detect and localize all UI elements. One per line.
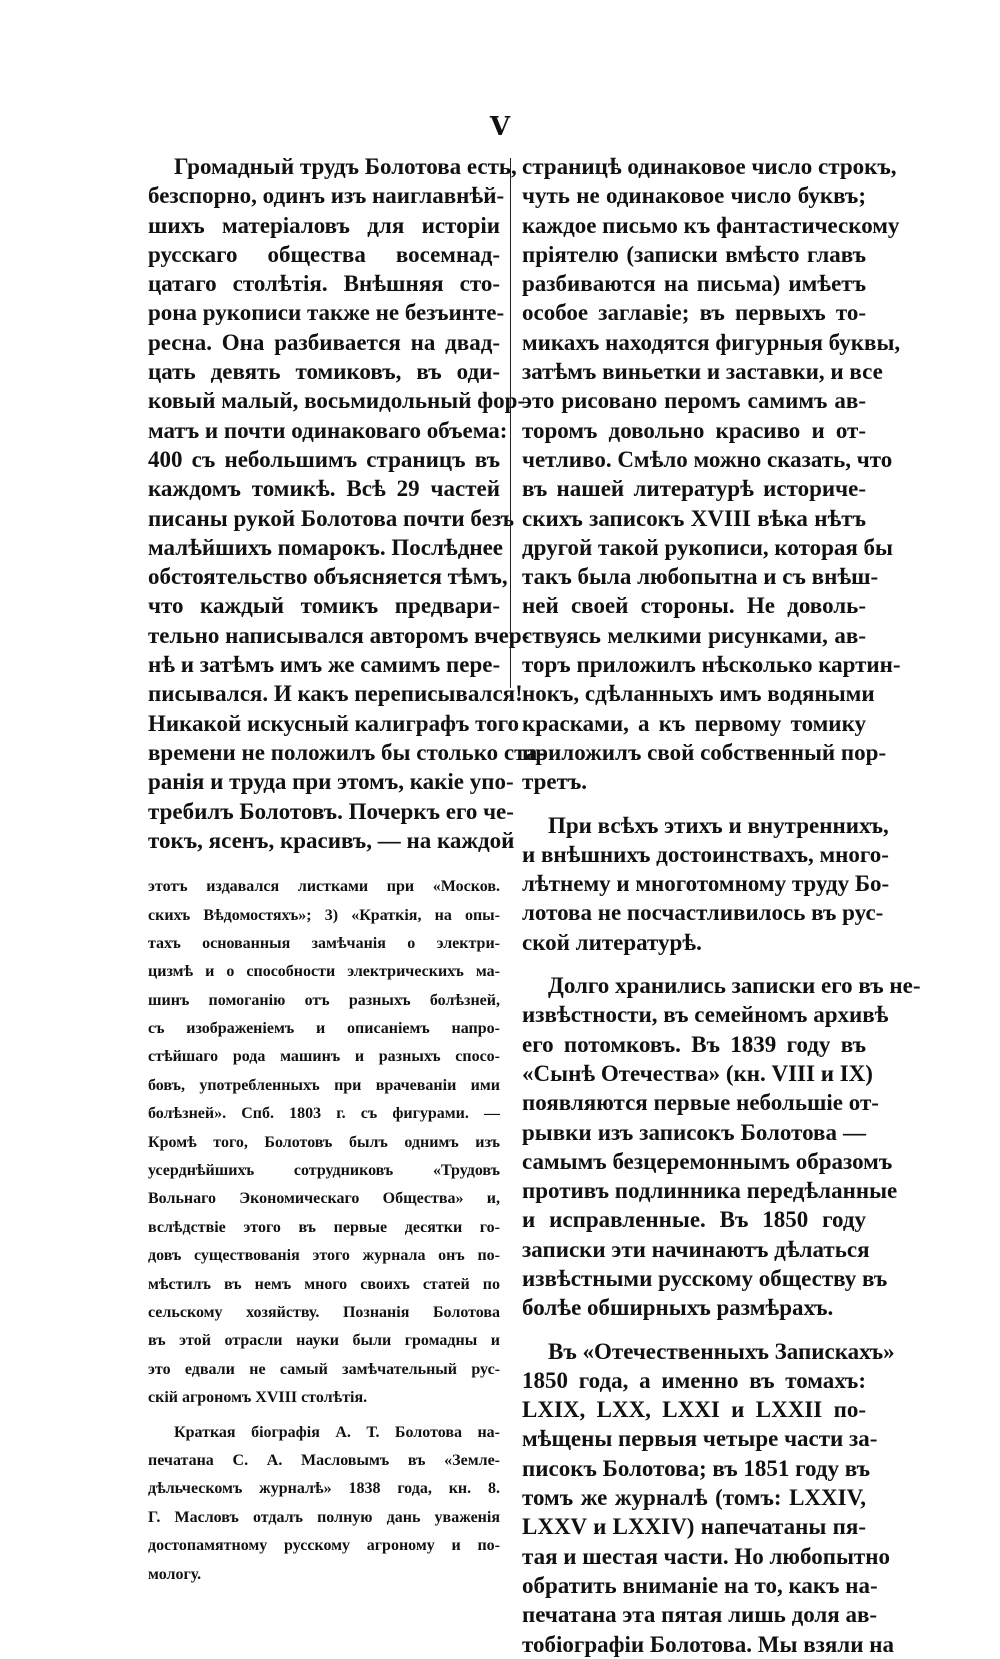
page-number: V xyxy=(489,112,511,142)
footnote-line: шинъ помоганію отъ разныхъ болѣзней, xyxy=(148,991,500,1009)
text-line: торомъ довольно красиво и от- xyxy=(522,417,866,443)
text-line: «Сынѣ Отечества» (кн. VIII и IX) xyxy=(522,1060,873,1086)
text-line: извѣстности, въ семейномъ архивѣ xyxy=(522,1002,889,1028)
text-line: Громадный трудъ Болотова есть, xyxy=(174,154,517,179)
text-line: лѣтнему и многотомному труду Бо- xyxy=(522,871,890,897)
footnote-line: бовъ, употребленныхъ при врачеваніи ими xyxy=(148,1076,500,1094)
footnote-line: скихъ Вѣдомостяхъ»; 3) «Краткія, на опы- xyxy=(148,906,500,924)
text-line: нокъ, сдѣланныхъ имъ водяными xyxy=(522,681,875,707)
footnote-line: Г. Масловъ отдалъ полную дань уваженія xyxy=(148,1508,500,1526)
text-line: рона рукописи также не безъинте- xyxy=(148,300,505,326)
text-line: тобіографіи Болотова. Мы взяли на xyxy=(522,1631,894,1657)
text-line: каждое письмо къ фантастическому xyxy=(522,212,900,238)
footnote-line: тахъ основанныя замѣчанія о электри- xyxy=(148,934,500,952)
text-line: и внѣшнихъ достоинствахъ, много- xyxy=(522,841,889,867)
footnote-line: съ изображеніемъ и описаніемъ напро- xyxy=(148,1020,500,1038)
text-line: мѣщены первыя четыре части за- xyxy=(522,1426,878,1452)
text-line: ковый малый, восьмидольный фор- xyxy=(148,388,526,414)
text-line: красками, а къ первому томику xyxy=(522,710,866,736)
text-line: въ нашей литературѣ историче- xyxy=(522,476,866,502)
text-line: приложилъ свой собственный пор- xyxy=(522,739,887,765)
paragraph xyxy=(522,152,901,797)
text-line: извѣстными русскому обществу въ xyxy=(522,1265,888,1291)
text-line: обратить вниманіе на то, какъ на- xyxy=(522,1572,878,1598)
footnote-line: Вольнаго Экономическаго Общества» и, xyxy=(148,1190,500,1208)
text-line: русскаго общества восемнад- xyxy=(148,241,500,267)
text-line: цать девять томиковъ, въ оди- xyxy=(148,359,500,385)
right-column xyxy=(522,152,921,1659)
text-line: ресна. Она разбивается на двад- xyxy=(148,329,500,355)
footnote-line: довъ существованія этого журнала онъ по- xyxy=(148,1247,500,1265)
text-line: болѣе обширныхъ размѣрахъ. xyxy=(522,1295,834,1321)
footnote-line: дѣльческомъ журналѣ» 1838 года, кн. 8. xyxy=(148,1480,500,1498)
text-line: что каждый томикъ предвари- xyxy=(148,593,500,619)
footnote-line: скій агрономъ XVIII столѣтія. xyxy=(148,1389,368,1407)
text-line: писокъ Болотова; въ 1851 году въ xyxy=(522,1455,870,1481)
text-line: рывки изъ записокъ Болотова — xyxy=(522,1119,866,1145)
text-line: тельно написывался авторомъ вчер- xyxy=(148,622,530,648)
footnote-line: Краткая біографія А. Т. Болотова на- xyxy=(174,1423,500,1441)
footnote-line: вслѣдствіе этого въ первые десятки го- xyxy=(148,1218,500,1236)
text-line: пріятелю (записки вмѣсто главъ xyxy=(522,241,866,267)
text-line: времени не положилъ бы столько ста- xyxy=(148,739,545,765)
text-line: обстоятельство объясняется тѣмъ, xyxy=(148,564,508,590)
footnote-line: усерднѣйшихъ сотрудниковъ «Трудовъ xyxy=(148,1162,500,1180)
text-line: его потомковъ. Въ 1839 году въ xyxy=(522,1031,866,1057)
text-line: лотова не посчастливилось въ рус- xyxy=(522,900,884,926)
text-line: безспорно, одинъ изъ наиглавнѣй- xyxy=(148,183,505,209)
footnote-line: сельскому хозяйству. Познанія Болотова xyxy=(148,1303,500,1321)
footnote-line: мологу. xyxy=(148,1565,202,1583)
text-line: появляются первые небольшіе от- xyxy=(522,1090,879,1116)
text-line: страницѣ одинаковое число строкъ, xyxy=(522,154,897,179)
text-line: печатана эта пятая лишь доля ав- xyxy=(522,1602,878,1628)
footnote-line: мѣстилъ въ немъ много своихъ статей по xyxy=(148,1275,500,1293)
footnote-line: печатана С. А. Масловымъ въ «Земле- xyxy=(148,1451,500,1469)
text-line: 400 съ небольшимъ страницъ въ xyxy=(148,446,500,472)
footnote-line: это едвали не самый замѣчательный рус- xyxy=(148,1360,500,1378)
text-line: самымъ безцеремоннымъ образомъ xyxy=(522,1148,893,1174)
footnote-line: стѣйшаго рода машинъ и разныхъ спосо- xyxy=(148,1048,500,1066)
footnote-line: достопамятному русскому агроному и по- xyxy=(148,1537,500,1555)
text-line: матъ и почти одинаковаго объема: xyxy=(148,417,508,443)
text-line: чуть не одинаковое число буквъ; xyxy=(522,183,866,209)
left-column xyxy=(148,152,545,1589)
text-line: противъ подлинника передѣланные xyxy=(522,1178,898,1204)
text-line: и исправленные. Въ 1850 году xyxy=(522,1207,866,1233)
text-line: Долго хранились записки его въ не- xyxy=(548,973,921,999)
text-line: токъ, ясенъ, красивъ, — на каждой xyxy=(148,827,515,853)
text-line: разбиваются на письма) имѣетъ xyxy=(522,271,866,297)
text-line: особое заглавіе; въ первыхъ то- xyxy=(522,300,866,326)
text-line: ней своей стороны. Не доволь- xyxy=(522,593,866,619)
text-line: ской литературѣ. xyxy=(522,929,702,955)
footnote-line: цизмѣ и о способности электрическихъ ма- xyxy=(148,963,500,981)
text-line: малѣйшихъ помарокъ. Послѣднее xyxy=(148,534,504,560)
text-line: При всѣхъ этихъ и внутреннихъ, xyxy=(548,812,889,838)
text-line: Въ «Отечественныхъ Запискахъ» xyxy=(548,1338,895,1364)
text-line: цатаго столѣтія. Внѣшняя сто- xyxy=(148,271,500,297)
footnote-line: этотъ издавался листками при «Москов. xyxy=(148,878,500,896)
footnote-line: Кромѣ того, Болотовъ былъ однимъ изъ xyxy=(148,1133,500,1151)
text-line: тая и шестая части. Но любопытно xyxy=(522,1543,890,1569)
text-line: писывался. И какъ переписывался! xyxy=(148,681,523,707)
text-line: каждомъ томикѣ. Всѣ 29 частей xyxy=(148,476,500,502)
text-line: LXXV и LXXIV) напечатаны пя- xyxy=(522,1514,866,1540)
text-line: требилъ Болотовъ. Почеркъ его че- xyxy=(148,798,514,824)
text-line: LXIX, LXX, LXXI и LXXII по- xyxy=(522,1397,866,1423)
text-line: писаны рукой Болотова почти безъ xyxy=(148,505,515,531)
column-divider xyxy=(510,158,511,688)
text-line: нѣ и затѣмъ имъ же самимъ пере- xyxy=(148,652,501,678)
footnote xyxy=(148,873,500,1589)
text-line: это рисовано перомъ самимъ ав- xyxy=(522,388,866,414)
text-line: затѣмъ виньетки и заставки, и все xyxy=(522,359,883,385)
text-line: микахъ находятся фигурныя буквы, xyxy=(522,329,901,355)
paragraph xyxy=(522,811,890,957)
text-line: 1850 года, а именно въ томахъ: xyxy=(522,1367,866,1393)
text-line: записки эти начинаютъ дѣлаться xyxy=(522,1236,870,1262)
footnote-line: въ этой отрасли науки были громадны и xyxy=(148,1332,500,1350)
text-line: торъ приложилъ нѣсколько картин- xyxy=(522,652,901,678)
text-line: ствуясь мелкими рисунками, ав- xyxy=(522,622,866,648)
text-line: скихъ записокъ XVIII вѣка нѣтъ xyxy=(522,505,866,531)
paragraph xyxy=(522,971,921,1323)
text-line: третъ. xyxy=(522,769,588,795)
main-text-continuation xyxy=(148,152,545,855)
text-line: ранія и труда при этомъ, какіе упо- xyxy=(148,769,514,795)
paragraph xyxy=(522,1337,895,1659)
text-line: такъ была любопытна и съ внѣш- xyxy=(522,564,879,590)
text-line: другой такой рукописи, которая бы xyxy=(522,534,894,560)
text-line: Никакой искусный калиграфъ того xyxy=(148,710,520,736)
footnote-line: болѣзней». Спб. 1803 г. съ фигурами. — xyxy=(148,1105,500,1123)
text-line: томъ же журналѣ (томъ: LXXIV, xyxy=(522,1485,866,1511)
text-line: шихъ матеріаловъ для исторіи xyxy=(148,212,500,238)
text-line: четливо. Смѣло можно сказать, что xyxy=(522,446,893,472)
